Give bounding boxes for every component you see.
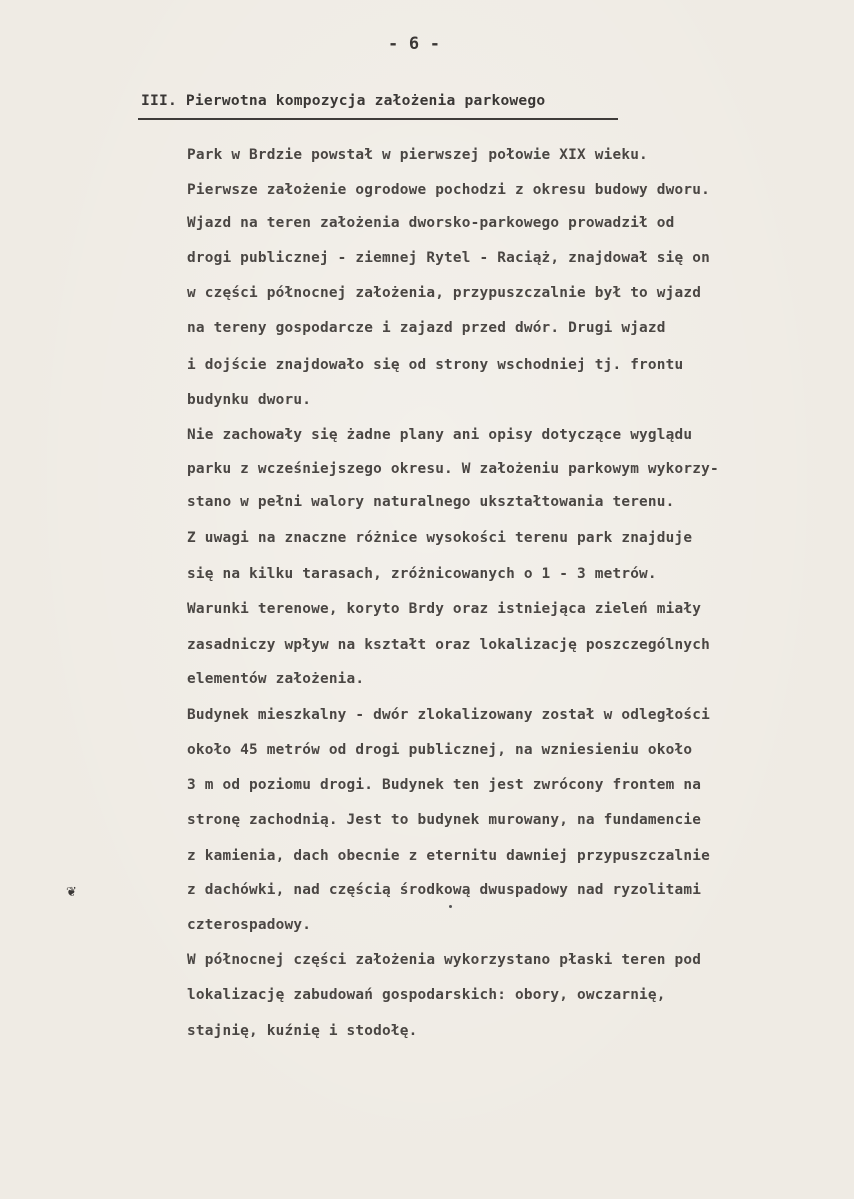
text-line: drogi publicznej - ziemnej Rytel - Raciąż, znajdował się on	[187, 250, 710, 266]
text-line: zasadniczy wpływ na kształt oraz lokalizację poszczególnych	[187, 637, 710, 653]
text-line: i dojście znajdowało się od strony wschodniej tj. frontu	[187, 357, 684, 373]
text-line: 3 m od poziomu drogi. Budynek ten jest zwrócony frontem na	[187, 777, 702, 793]
text-line: Park w Brdzie powstał w pierwszej połowie XIX wieku.	[187, 147, 648, 163]
text-line: Warunki terenowe, koryto Brdy oraz istniejąca zieleń miały	[187, 601, 702, 617]
text-line: Nie zachowały się żadne plany ani opisy dotyczące wyglądu	[187, 427, 693, 443]
text-line: czterospadowy.	[187, 917, 312, 933]
heading-underline	[138, 118, 618, 120]
text-line: elementów założenia.	[187, 671, 365, 687]
text-line: Budynek mieszkalny - dwór zlokalizowany został w odległości	[187, 707, 710, 723]
text-line: stano w pełni walory naturalnego ukształtowania terenu.	[187, 494, 675, 510]
text-line: stronę zachodnią. Jest to budynek murowany, na fundamencie	[187, 812, 702, 828]
section-heading: III. Pierwotna kompozycja założenia parkowego	[141, 92, 546, 109]
text-line: Z uwagi na znaczne różnice wysokości terenu park znajduje	[187, 530, 693, 546]
text-line: stajnię, kuźnię i stodołę.	[187, 1023, 418, 1039]
text-line: z kamienia, dach obecnie z eternitu dawniej przypuszczalnie	[187, 848, 710, 864]
text-line: Wjazd na teren założenia dworsko-parkowego prowadził od	[187, 215, 675, 231]
text-line: budynku dworu.	[187, 392, 312, 408]
text-line: W północnej części założenia wykorzystano płaski teren pod	[187, 952, 702, 968]
text-line: Pierwsze założenie ogrodowe pochodzi z okresu budowy dworu.	[187, 182, 710, 198]
text-line: parku z wcześniejszego okresu. W założeniu parkowym wykorzy-	[187, 461, 719, 477]
text-line: na tereny gospodarcze i zajazd przed dwór. Drugi wjazd	[187, 320, 666, 336]
margin-mark: ❦	[66, 884, 77, 899]
page-number: - 6 -	[388, 34, 441, 54]
ink-dot	[449, 905, 452, 908]
text-line: lokalizację zabudowań gospodarskich: obory, owczarnię,	[187, 987, 666, 1003]
text-line: około 45 metrów od drogi publicznej, na wzniesieniu około	[187, 742, 693, 758]
text-line: w części północnej założenia, przypuszczalnie był to wjazd	[187, 285, 702, 301]
text-line: się na kilku tarasach, zróżnicowanych o 1 - 3 metrów.	[187, 566, 657, 582]
text-line: z dachówki, nad częścią środkową dwuspadowy nad ryzolitami	[187, 882, 702, 898]
